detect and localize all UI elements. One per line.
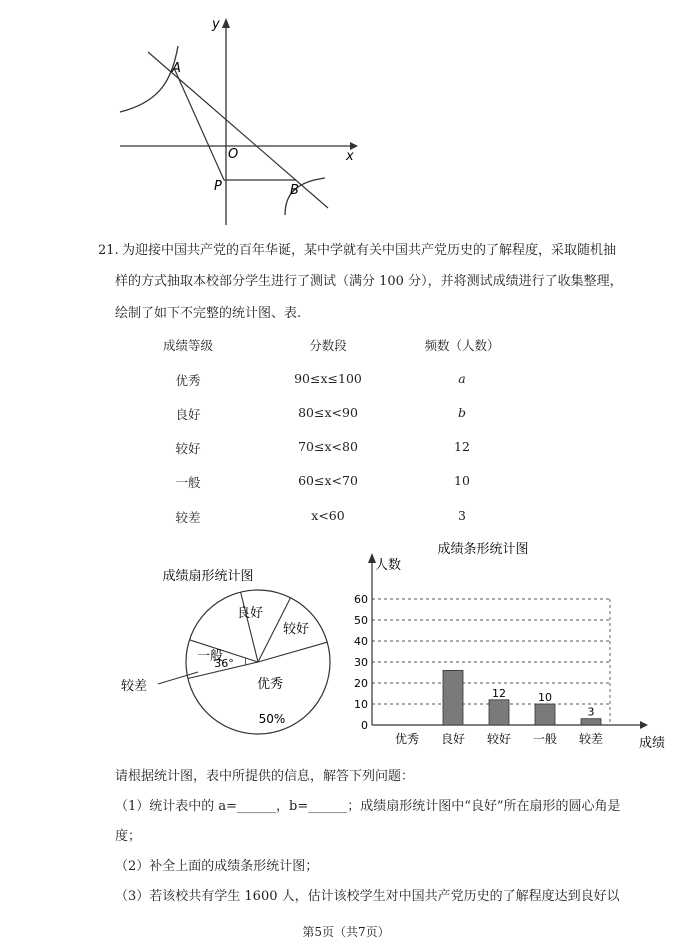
category-label: 较差 <box>578 732 604 746</box>
bar-chart-categories <box>395 731 603 746</box>
bar-chart-ticks <box>354 593 368 732</box>
question-2: （2）补全上面的成绩条形统计图； <box>115 859 319 874</box>
table-row-3-freq: 12 <box>454 439 470 454</box>
y-tick-label: 20 <box>354 677 368 690</box>
bar <box>443 670 463 725</box>
bar-chart-xlabel: 成绩 <box>638 736 666 751</box>
pie-label-yiban: 一般 <box>196 649 224 664</box>
bar-chart <box>340 535 680 755</box>
pie-label-youxiu: 优秀 <box>256 677 284 692</box>
label-b: B <box>290 183 299 198</box>
category-label: 良好 <box>440 732 466 746</box>
question-line-3: 绘制了如下不完整的统计图、表. <box>115 306 302 321</box>
table-row-4-grade: 一般 <box>175 475 201 490</box>
pie-label-jiaocha: 较差 <box>120 679 148 694</box>
y-tick-label: 30 <box>354 656 368 669</box>
table-header-freq: 频数（人数） <box>424 338 500 353</box>
coordinate-figure <box>110 10 370 230</box>
bar-chart-bars <box>443 670 601 725</box>
segment-ap <box>174 68 224 180</box>
table-row-2-freq: b <box>457 405 466 420</box>
question-1: （1）统计表中的 a=______，b=______；成绩扇形统计图中“良好”所在扇形的圆心角是 <box>115 799 621 814</box>
question-1-continued: 度； <box>115 829 142 844</box>
table-row-3-grade: 较好 <box>175 441 201 456</box>
category-label: 一般 <box>532 732 558 746</box>
question-line-1: 为迎接中国共产党的百年华诞，某中学就有关中国共产党历史的了解程度，采取随机抽 <box>122 243 617 258</box>
table-header-grade: 成绩等级 <box>162 338 213 353</box>
y-tick-label: 0 <box>361 719 368 732</box>
pie-label-pct: 50% <box>258 712 286 726</box>
y-axis-arrow <box>222 18 230 28</box>
label-o: O <box>228 147 239 162</box>
question-line-2: 样的方式抽取本校部分学生进行了测试（满分 100 分），并将测试成绩进行了收集整理， <box>115 274 623 289</box>
category-label: 较好 <box>486 732 512 746</box>
y-tick-label: 10 <box>354 698 368 711</box>
pie-chart <box>100 560 350 745</box>
bar <box>581 719 601 725</box>
table-row-5-freq: 3 <box>458 508 466 523</box>
category-label: 优秀 <box>394 732 420 746</box>
label-a: A <box>172 61 181 76</box>
table-row-4-range: 60≤x<70 <box>298 473 358 488</box>
bar-chart-ylabel: 人数 <box>374 558 402 573</box>
pie-label-lianghao: 良好 <box>236 606 264 621</box>
table-row-4-freq: 10 <box>454 473 470 488</box>
table-row-3-range: 70≤x<80 <box>298 439 358 454</box>
table-row-5-range: x<60 <box>311 508 345 523</box>
hyperbola-left-branch <box>120 46 178 112</box>
x-axis-arrow <box>640 721 648 729</box>
pie-title: 成绩扇形统计图 <box>162 569 254 584</box>
bar-data-label: 10 <box>538 691 552 704</box>
y-tick-label: 40 <box>354 635 368 648</box>
y-tick-label: 60 <box>354 593 368 606</box>
label-x: x <box>346 149 354 164</box>
page-footer: 第5页（共7页） <box>302 925 390 939</box>
pie-label-angle: 36° <box>214 657 234 670</box>
bar-chart-title: 成绩条形统计图 <box>437 542 529 557</box>
table-row-2-range: 80≤x<90 <box>298 405 358 420</box>
question-number: 21. <box>98 243 119 258</box>
bar-data-label: 12 <box>492 686 506 700</box>
table-row-2-grade: 良好 <box>175 407 201 422</box>
pie-label-jiaohao: 较好 <box>282 622 310 637</box>
question-3: （3）若该校共有学生 1600 人，估计该校学生对中国共产党历史的了解程度达到良好以 <box>115 889 620 904</box>
y-tick-label: 50 <box>354 614 368 627</box>
label-y: y <box>212 17 220 32</box>
label-p: P <box>214 179 222 194</box>
bar <box>535 704 555 725</box>
table-row-1-freq: a <box>458 371 466 386</box>
table-header-range: 分数段 <box>309 338 347 353</box>
table-row-1-grade: 优秀 <box>175 373 201 388</box>
bar <box>489 700 509 725</box>
questions-intro: 请根据统计图，表中所提供的信息，解答下列问题： <box>115 769 415 784</box>
bar-data-label: 3 <box>587 705 595 719</box>
table-row-1-range: 90≤x≤100 <box>294 371 362 386</box>
table-row-5-grade: 较差 <box>175 510 201 525</box>
